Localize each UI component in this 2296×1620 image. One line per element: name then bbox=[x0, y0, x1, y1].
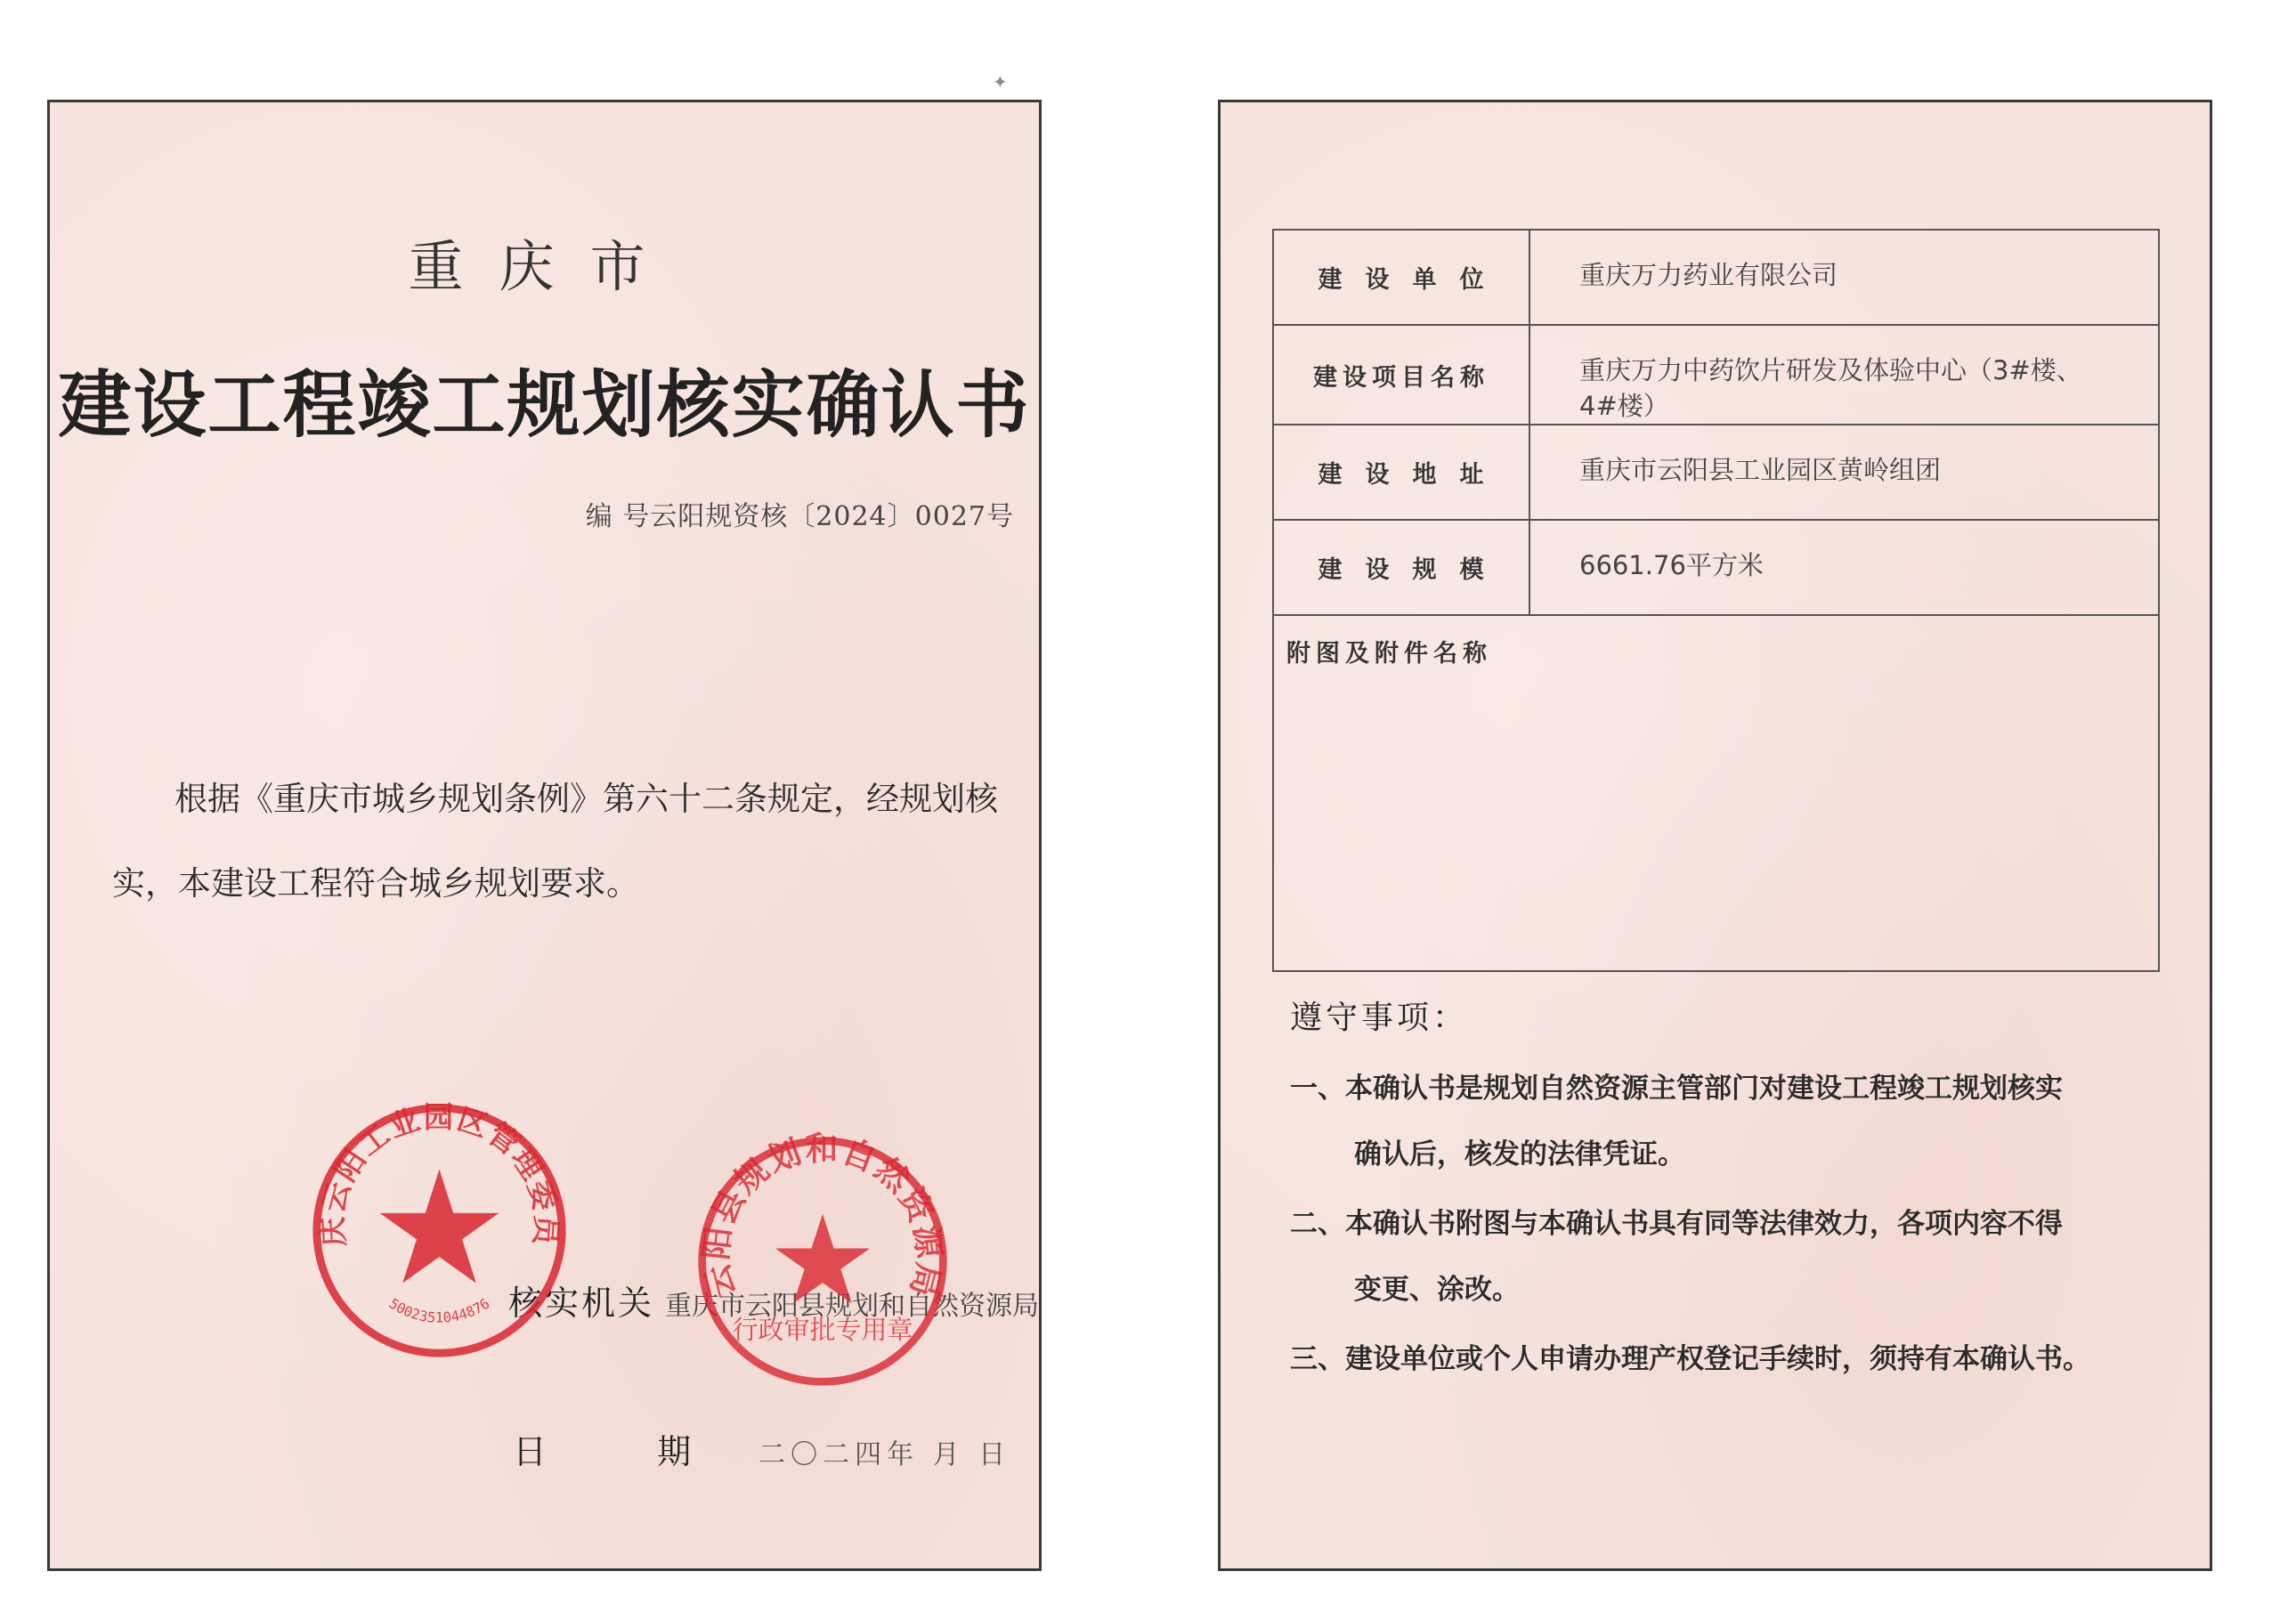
table-row bbox=[1273, 325, 2159, 425]
notice-line: 三、建设单位或个人申请办理产权登记手续时，须持有本确认书。 bbox=[1290, 1343, 2090, 1375]
serial-number: 编 号云阳规资核〔2024〕0027号 bbox=[585, 501, 1014, 532]
seal-star-icon bbox=[380, 1170, 499, 1284]
date-value: 二〇二四年 月 日 bbox=[759, 1439, 1011, 1470]
project-info-table bbox=[1272, 229, 2160, 972]
seal-right-text: 云阳县规划和自然资源局 bbox=[696, 1130, 949, 1302]
table-row bbox=[1273, 615, 2159, 971]
seal-star-icon bbox=[775, 1214, 870, 1304]
planning-bureau-seal bbox=[694, 1132, 952, 1390]
svg-text:5002351044876 bbox=[386, 1295, 493, 1326]
notice-line: 一、本确认书是规划自然资源主管部门对建设工程竣工规划核实 bbox=[1290, 1073, 2063, 1105]
city-heading: 重庆市 bbox=[408, 234, 681, 299]
construction-unit-label: 建设单位 bbox=[1273, 230, 1529, 325]
construction-scale-label: 建设规模 bbox=[1273, 520, 1529, 615]
attachment-label: 附图及附件名称 bbox=[1273, 615, 2159, 971]
notice-item bbox=[1290, 1206, 2180, 1308]
authority-label: 核实机关 bbox=[508, 1284, 655, 1323]
certificate-front-page bbox=[47, 100, 1042, 1571]
management-committee-seal bbox=[292, 1072, 571, 1362]
scan-mark: ✦ bbox=[993, 71, 1008, 93]
notice-line: 变更、涂改。 bbox=[1354, 1274, 1520, 1306]
construction-address-label: 建设地址 bbox=[1273, 425, 1529, 520]
construction-scale-value: 6661.76平方米 bbox=[1529, 520, 2159, 615]
certificate-title: 建设工程竣工规划核实确认书 bbox=[58, 363, 1031, 448]
seal-right-bottom: 行政审批专用章 bbox=[732, 1315, 913, 1345]
certificate-body-text: 根据《重庆市城乡规划条例》第六十二条规定，经规划核实，本建设工程符合城乡规划要求。 bbox=[112, 780, 998, 903]
project-name-value: 重庆万力中药饮片研发及体验中心（3#楼、4#楼） bbox=[1529, 325, 2159, 425]
table-row bbox=[1273, 425, 2159, 520]
notice-item bbox=[1290, 1071, 2180, 1172]
construction-unit-value: 重庆万力药业有限公司 bbox=[1529, 230, 2159, 325]
date-row bbox=[513, 1424, 1010, 1473]
construction-address-value: 重庆市云阳县工业园区黄岭组团 bbox=[1529, 425, 2159, 520]
seal-left-code: 5002351044876 bbox=[385, 1294, 493, 1326]
notice-line: 二、本确认书附图与本确认书具有同等法律效力，各项内容不得 bbox=[1290, 1208, 2063, 1240]
authority-value: 重庆市云阳县规划和自然资源局 bbox=[665, 1291, 1040, 1322]
date-label: 日 期 bbox=[513, 1432, 742, 1471]
project-name-label: 建设项目名称 bbox=[1273, 325, 1529, 425]
notice-item bbox=[1290, 1341, 2180, 1377]
certificate-back-page bbox=[1218, 100, 2212, 1571]
notice-line: 确认后，核发的法律凭证。 bbox=[1354, 1138, 1685, 1170]
table-row bbox=[1273, 520, 2159, 615]
seal-left-text: 重庆云阳工业园区管理委员会 bbox=[292, 1072, 564, 1248]
notice-title: 遵守事项： bbox=[1290, 1000, 1469, 1036]
table-row bbox=[1273, 230, 2159, 325]
